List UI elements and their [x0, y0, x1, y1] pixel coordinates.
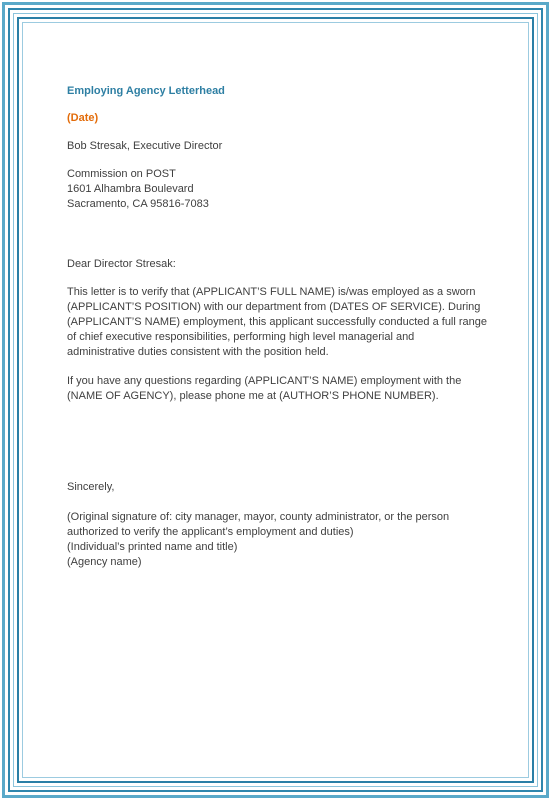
signature-line: authorized to verify the applicant’s employment and duties)	[67, 526, 354, 538]
paragraph-line: (NAME OF AGENCY), please phone me at (AUTHOR’S PHONE NUMBER).	[67, 390, 439, 402]
address-line: 1601 Alhambra Boulevard	[67, 183, 194, 195]
letter-body	[67, 84, 497, 570]
signature-block	[67, 510, 497, 570]
address-line: Commission on POST	[67, 168, 176, 180]
closing: Sincerely,	[67, 481, 115, 493]
date-placeholder: (Date)	[67, 112, 99, 124]
paragraph-line: (APPLICANT’S NAME) employment, this applicant successfully conducted a full range	[67, 316, 488, 328]
paragraph-line: This letter is to verify that (APPLICANT’S FULL NAME) is/was employed as a sworn	[67, 286, 476, 298]
paragraph-line: If you have any questions regarding (APPLICANT’S NAME) employment with the	[67, 375, 462, 387]
paragraph-line: of chief executive responsibilities, performing high level managerial and	[67, 331, 415, 343]
body-paragraph-contact	[67, 374, 497, 404]
recipient-address	[67, 167, 497, 212]
recipient-line: Bob Stresak, Executive Director	[67, 140, 223, 152]
paragraph-line: administrative duties consistent with the position held.	[67, 346, 329, 358]
signature-line: (Agency name)	[67, 556, 142, 568]
letterhead: Employing Agency Letterhead	[67, 85, 225, 97]
body-paragraph-verification	[67, 285, 497, 360]
salutation: Dear Director Stresak:	[67, 258, 176, 270]
signature-line: (Original signature of: city manager, mayor, county administrator, or the person	[67, 511, 450, 523]
signature-line: (Individual’s printed name and title)	[67, 541, 238, 553]
address-line: Sacramento, CA 95816-7083	[67, 198, 209, 210]
paragraph-line: (APPLICANT’S POSITION) with our department from (DATES OF SERVICE). During	[67, 301, 481, 313]
